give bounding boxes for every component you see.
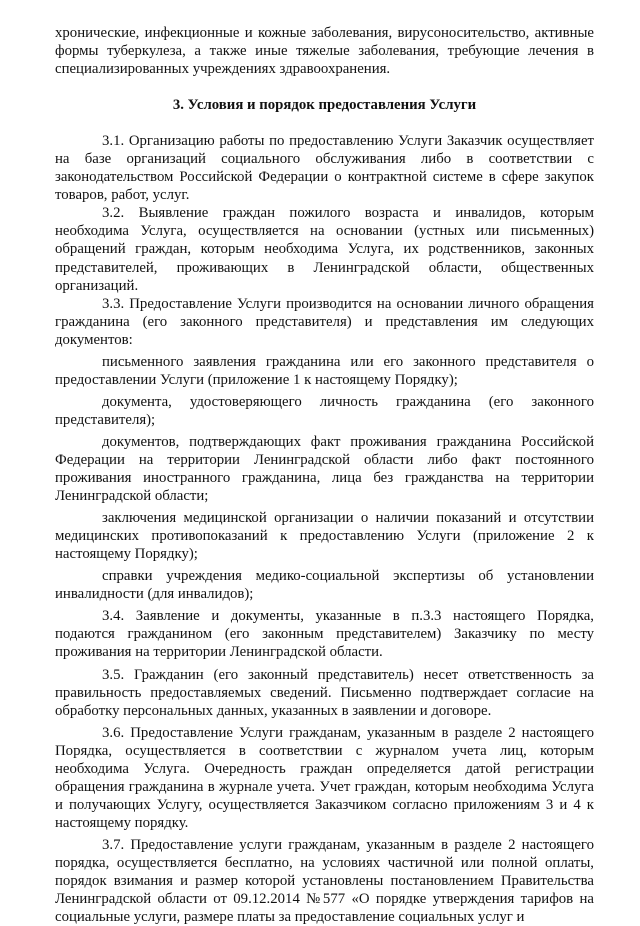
document-list-item-medical-conclusion: заключения медицинской организации о наличии показаний и отсутствии медицинских противопоказаний к предоставлению Услуги (приложение 2 к настоящему Порядку); xyxy=(55,510,594,563)
paragraph-3-1: 3.1. Организацию работы по предоставлению Услуги Заказчик осуществляет на базе организаций социального обслуживания либо в соответствии с законодательством Российской Федерации о контрактной системе в сфере закупок товаров, работ, услуг. xyxy=(55,133,594,204)
document-list-item-disability-certificate: справки учреждения медико-социальной экспертизы об установлении инвалидности (для инвалидов); xyxy=(55,568,594,603)
paragraph-3-5: 3.5. Гражданин (его законный представитель) несет ответственность за правильность предоставляемых сведений. Письменно подтверждает согласие на обработку персональных данных, указанных в заявлении и договоре. xyxy=(55,666,594,719)
section-heading: 3. Условия и порядок предоставления Услуги xyxy=(172,97,477,114)
paragraph-3-4: 3.4. Заявление и документы, указанные в п.3.3 настоящего Порядка, подаются гражданином (его законным представителем) Заказчику по месту проживания на территории Ленинградской области. xyxy=(55,608,594,661)
intro-continuation-paragraph: хронические, инфекционные и кожные заболевания, вирусоносительство, активные формы туберкулеза, а также иные тяжелые заболевания, требующие лечения в специализированных учреждениях здравоохранения. xyxy=(55,25,594,78)
paragraph-3-2: 3.2. Выявление граждан пожилого возраста и инвалидов, которым необходима Услуга, осуществляется на основании (устных или письменных) обращений граждан, которым необходима Услуга, их родственников, законных представителей, проживающих в Ленинградской области, общественных организаций. xyxy=(55,205,594,294)
document-body xyxy=(55,24,594,926)
paragraph-3-7: 3.7. Предоставление услуги гражданам, указанным в разделе 2 настоящего порядка, осуществляется бесплатно, на условиях частичной или полной оплаты, порядок взимания и размер которой установлены постановлением Правительства Ленинградской области от 09.12.2014 №577 «О порядке утверждения тарифов на социальные услуги, размере платы за предоставление социальных услуг и xyxy=(55,836,594,926)
document-list-item-residence: документов, подтверждающих факт проживания гражданина Российской Федерации на территории Ленинградской области либо факт постоянного проживания иностранного гражданина, лица без гражданства на территории Ленинградской области; xyxy=(55,433,594,505)
document-list-item-application: письменного заявления гражданина или его законного представителя о предоставлении Услуги (приложение 1 к настоящему Порядку); xyxy=(55,353,594,388)
document-list-item-identity: документа, удостоверяющего личность гражданина (его законного представителя); xyxy=(55,393,594,428)
paragraph-3-6: 3.6. Предоставление Услуги гражданам, указанным в разделе 2 настоящего Порядка, осуществляется в соответствии с журналом учета лиц, которым необходима Услуга. Очередность граждан определяется датой регистрации обращения гражданина в журнале учета. Учет граждан, которым необходима Услуга и получающих Услугу, осуществляется Заказчиком согласно приложениям 3 и 4 к настоящему порядку. xyxy=(55,724,594,831)
paragraph-3-3: 3.3. Предоставление Услуги производится на основании личного обращения гражданина (его законного представителя) и представления им следующих документов: xyxy=(55,295,594,348)
